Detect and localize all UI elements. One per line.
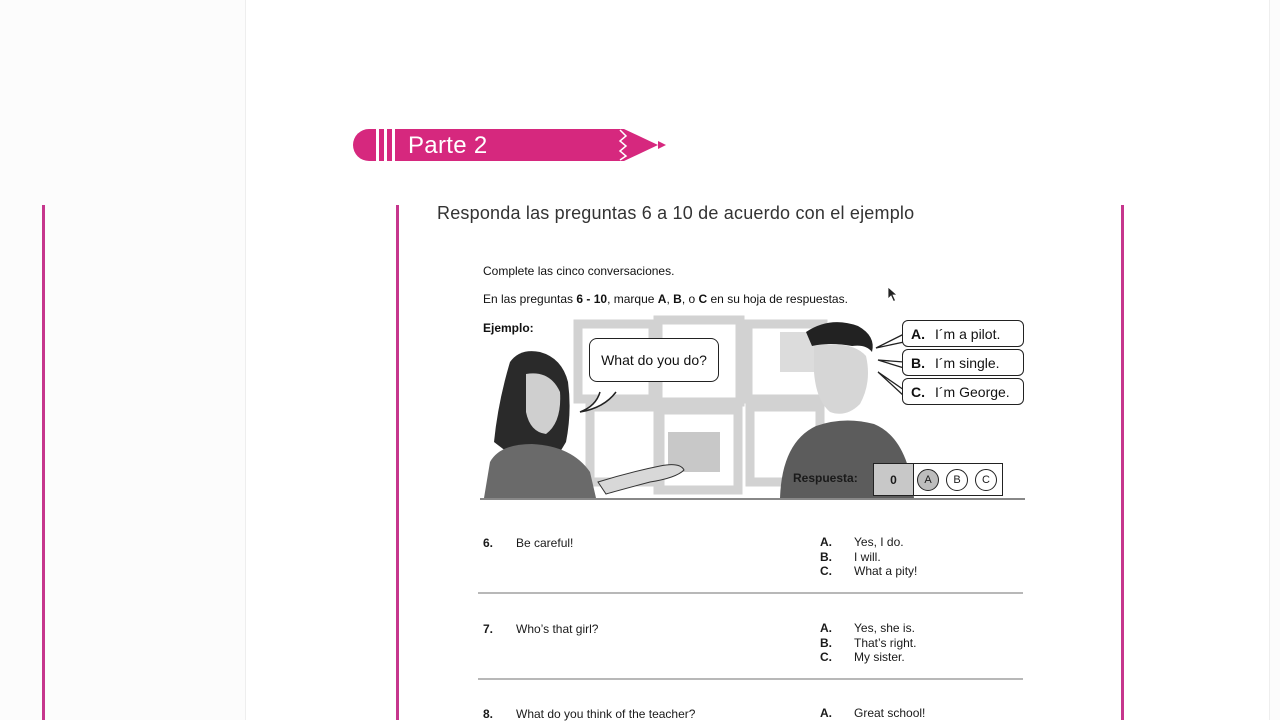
section-title: Parte 2 xyxy=(408,132,488,159)
intro-mid: , marque xyxy=(607,292,658,306)
intro-opt-b: B xyxy=(673,292,682,306)
example-option-b-text: I´m single. xyxy=(935,354,1000,371)
divider xyxy=(478,678,1023,680)
answer-bubble-b[interactable]: B xyxy=(946,469,968,491)
option-letter: A. xyxy=(820,621,832,635)
example-option-a xyxy=(902,320,1024,347)
example-option-a-letter: A. xyxy=(911,325,925,342)
option-letter: B. xyxy=(820,549,832,564)
option-letter: B. xyxy=(820,635,832,650)
intro-sep-2: , o xyxy=(681,292,699,306)
option-letter: C. xyxy=(820,564,832,578)
option-a[interactable] xyxy=(820,535,917,550)
option-text: My sister. xyxy=(854,650,905,664)
intro-line-2 xyxy=(483,292,848,306)
question-number: 8. xyxy=(483,707,494,721)
question-text: Be careful! xyxy=(516,536,574,550)
inner-left-border xyxy=(396,205,399,720)
question-options xyxy=(820,621,916,665)
option-letter: A. xyxy=(820,706,832,720)
question-number: 7. xyxy=(483,622,494,636)
option-text: Yes, she is. xyxy=(854,621,915,635)
outer-left-border xyxy=(42,205,45,720)
intro-opt-c: C xyxy=(698,292,708,306)
pencil-banner-icon xyxy=(352,128,668,162)
question-text: Who’s that girl? xyxy=(516,622,599,636)
example-option-c-letter: C. xyxy=(911,383,925,400)
intro-sep-1: , xyxy=(666,292,674,306)
example-question-bubble xyxy=(589,338,719,382)
answer-label: Respuesta: xyxy=(793,471,858,485)
example-option-a-text: I´m a pilot. xyxy=(935,325,1001,342)
question-number: 6. xyxy=(483,536,494,550)
question-options xyxy=(820,535,917,579)
option-a[interactable] xyxy=(820,621,916,636)
question-text: What do you think of the teacher? xyxy=(516,707,696,721)
intro-prefix: En las preguntas xyxy=(483,292,577,306)
option-text: Yes, I do. xyxy=(854,535,904,549)
divider xyxy=(478,592,1023,594)
intro-opt-a: A xyxy=(657,292,667,306)
right-margin xyxy=(1269,0,1280,720)
example-question-text: What do you do? xyxy=(601,352,707,368)
option-text: I will. xyxy=(854,549,881,564)
example-option-c xyxy=(902,378,1024,405)
inner-right-border xyxy=(1121,205,1124,720)
option-c[interactable] xyxy=(820,564,917,579)
option-a[interactable] xyxy=(820,706,925,721)
example-option-b-letter: B. xyxy=(911,354,925,371)
example-label-text: Ejemplo: xyxy=(483,321,534,335)
example-option-b xyxy=(902,349,1024,376)
example-option-c-text: I´m George. xyxy=(935,383,1010,400)
mouse-cursor-icon xyxy=(887,286,899,303)
option-c[interactable] xyxy=(820,650,916,665)
option-letter: A. xyxy=(820,535,832,549)
section-instruction: Responda las preguntas 6 a 10 de acuerdo con el ejemplo xyxy=(437,203,915,223)
option-text: What a pity! xyxy=(854,564,918,578)
answer-sheet-row xyxy=(873,463,1003,496)
intro-suffix: en su hoja de respuestas. xyxy=(707,292,848,306)
option-b[interactable] xyxy=(820,550,917,565)
left-margin xyxy=(0,0,246,720)
option-text: That’s right. xyxy=(854,635,917,650)
option-text: Great school! xyxy=(854,706,926,720)
answer-number: 0 xyxy=(874,464,914,495)
answer-bubble-c[interactable]: C xyxy=(975,469,997,491)
option-b[interactable] xyxy=(820,636,916,651)
intro-line-1 xyxy=(483,264,674,278)
intro-range: 6 - 10 xyxy=(576,292,608,306)
answer-bubble-a[interactable]: A xyxy=(917,469,939,491)
intro-text-1: Complete las cinco conversaciones. xyxy=(483,264,675,278)
question-options xyxy=(820,706,925,721)
option-letter: C. xyxy=(820,650,832,664)
